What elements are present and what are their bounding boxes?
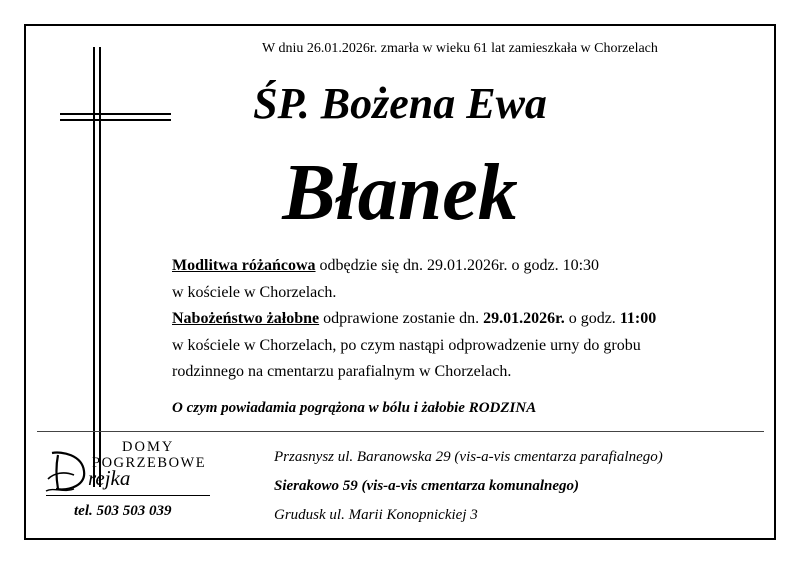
logo-monogram-icon — [44, 445, 90, 495]
funeral-home-logo — [44, 437, 219, 527]
service-label: Nabożeństwo żałobne — [172, 310, 320, 327]
logo-rule — [46, 495, 210, 496]
service-place-1: w kościele w Chorzelach, po czym nastąpi odprowadzenie urny do grobu — [172, 336, 641, 354]
service-text-b: o godz. — [564, 310, 620, 327]
service-text-a: odprawione zostanie dn. — [319, 310, 484, 327]
service-line — [172, 306, 656, 333]
death-announcement: W dniu 26.01.2026r. zmarła w wieku 61 lat zamieszkała w Chorzelach — [262, 41, 658, 56]
logo-line-2: POGRZEBOWE — [92, 455, 207, 471]
service-time: 11:00 — [619, 310, 657, 327]
phone-number: tel. 503 503 039 — [74, 503, 172, 519]
ceremony-details — [172, 253, 656, 386]
service-place-2: rodzinnego na cmentarzu parafialnym w Chorzelach. — [172, 363, 512, 380]
address-list — [274, 443, 663, 530]
divider — [37, 431, 764, 432]
rosary-line — [172, 253, 656, 280]
logo-line-1: DOMY — [122, 439, 175, 455]
logo-name: rejka — [88, 466, 131, 490]
address-item: Grudusk ul. Marii Konopnickiej 3 — [274, 507, 478, 523]
rosary-text: odbędzie się dn. 29.01.2026r. o godz. 10:30 — [315, 257, 600, 274]
rosary-place: w kościele w Chorzelach. — [172, 283, 337, 301]
deceased-surname: Błanek — [282, 149, 518, 237]
address-item: Przasnysz ul. Baranowska 29 (vis-a-vis cmentarza parafialnego) — [274, 449, 663, 465]
service-date: 29.01.2026r. — [483, 310, 565, 327]
address-item: Sierakowo 59 (vis-a-vis cmentarza komunalnego) — [274, 478, 580, 494]
family-notice: O czym powiadamia pogrążona w bólu i żałobie RODZINA — [172, 400, 537, 416]
deceased-first-name: ŚP. Bożena Ewa — [253, 79, 547, 128]
rosary-label: Modlitwa różańcowa — [172, 257, 316, 274]
